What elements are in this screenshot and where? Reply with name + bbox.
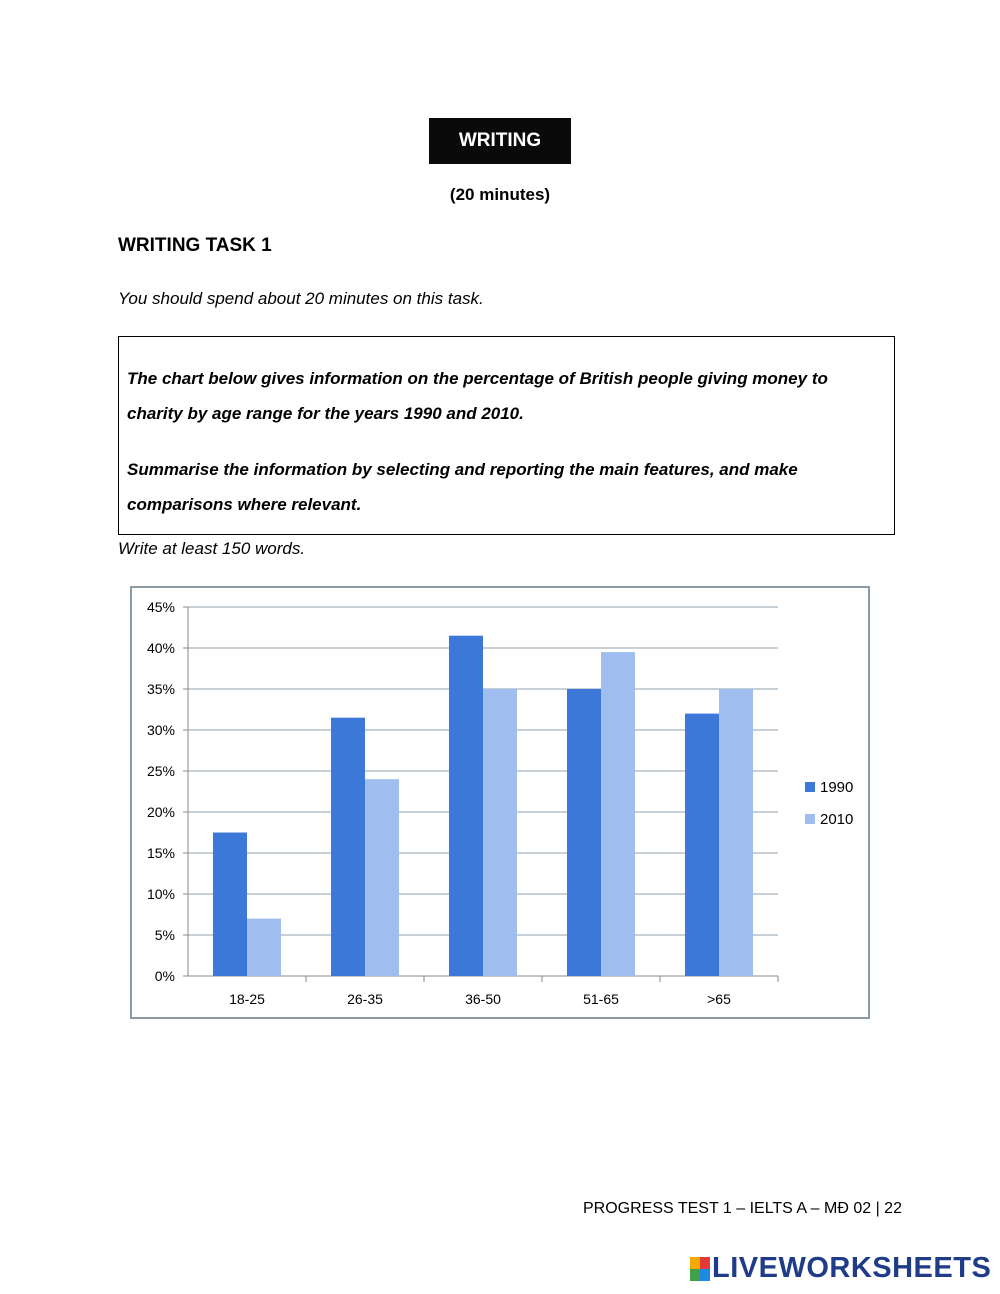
task-heading: WRITING TASK 1: [118, 235, 272, 256]
y-tick-label: 0%: [154, 968, 175, 984]
y-tick-label: 5%: [154, 927, 175, 943]
bar-1990-26-35: [331, 718, 365, 976]
bar-1990->65: [685, 714, 719, 976]
liveworksheets-logo: [690, 1252, 991, 1285]
bar-2010->65: [719, 689, 753, 976]
legend-swatch-1990: [805, 782, 815, 792]
bar-1990-36-50: [449, 636, 483, 976]
logo-mark-icon: [690, 1257, 710, 1281]
y-tick-label: 10%: [146, 886, 175, 902]
time-instruction: You should spend about 20 minutes on this task.: [118, 289, 484, 308]
y-tick-label: 35%: [146, 681, 175, 697]
x-tick-label: 51-65: [583, 991, 619, 1007]
bar-chart: [130, 586, 870, 1019]
bar-2010-26-35: [365, 779, 399, 976]
duration-label: (20 minutes): [449, 185, 551, 204]
legend-label-1990: 1990: [820, 779, 854, 796]
word-count-note: Write at least 150 words.: [118, 539, 306, 558]
legend-swatch-2010: [805, 814, 815, 824]
y-tick-label: 20%: [146, 804, 175, 820]
prompt-line-3: Summarise the information by selecting and reporting the main features, and make: [127, 460, 798, 479]
bar-2010-36-50: [483, 689, 517, 976]
x-tick-label: 18-25: [229, 991, 265, 1007]
chart-canvas: [132, 588, 868, 1017]
page-footer: PROGRESS TEST 1 – IELTS A – MĐ 02 | 22: [583, 1200, 902, 1217]
bar-1990-18-25: [213, 833, 247, 977]
legend-label-2010: 2010: [820, 811, 854, 828]
bar-2010-51-65: [601, 652, 635, 976]
prompt-line-4: comparisons where relevant.: [127, 495, 362, 514]
bar-1990-51-65: [567, 689, 601, 976]
x-tick-label: >65: [707, 991, 731, 1007]
y-tick-label: 30%: [146, 722, 175, 738]
y-tick-label: 40%: [146, 640, 175, 656]
section-title: WRITING: [429, 118, 571, 164]
bar-2010-18-25: [247, 919, 281, 976]
prompt-line-2: charity by age range for the years 1990 and 2010.: [127, 404, 524, 423]
logo-text: LIVEWORKSHEETS: [712, 1252, 992, 1284]
x-tick-label: 36-50: [465, 991, 501, 1007]
y-tick-label: 45%: [146, 599, 175, 615]
y-tick-label: 25%: [146, 763, 175, 779]
task-prompt-box: [118, 336, 895, 535]
x-tick-label: 26-35: [347, 991, 383, 1007]
y-tick-label: 15%: [146, 845, 175, 861]
prompt-line-1: The chart below gives information on the percentage of British people giving money to: [127, 369, 828, 388]
